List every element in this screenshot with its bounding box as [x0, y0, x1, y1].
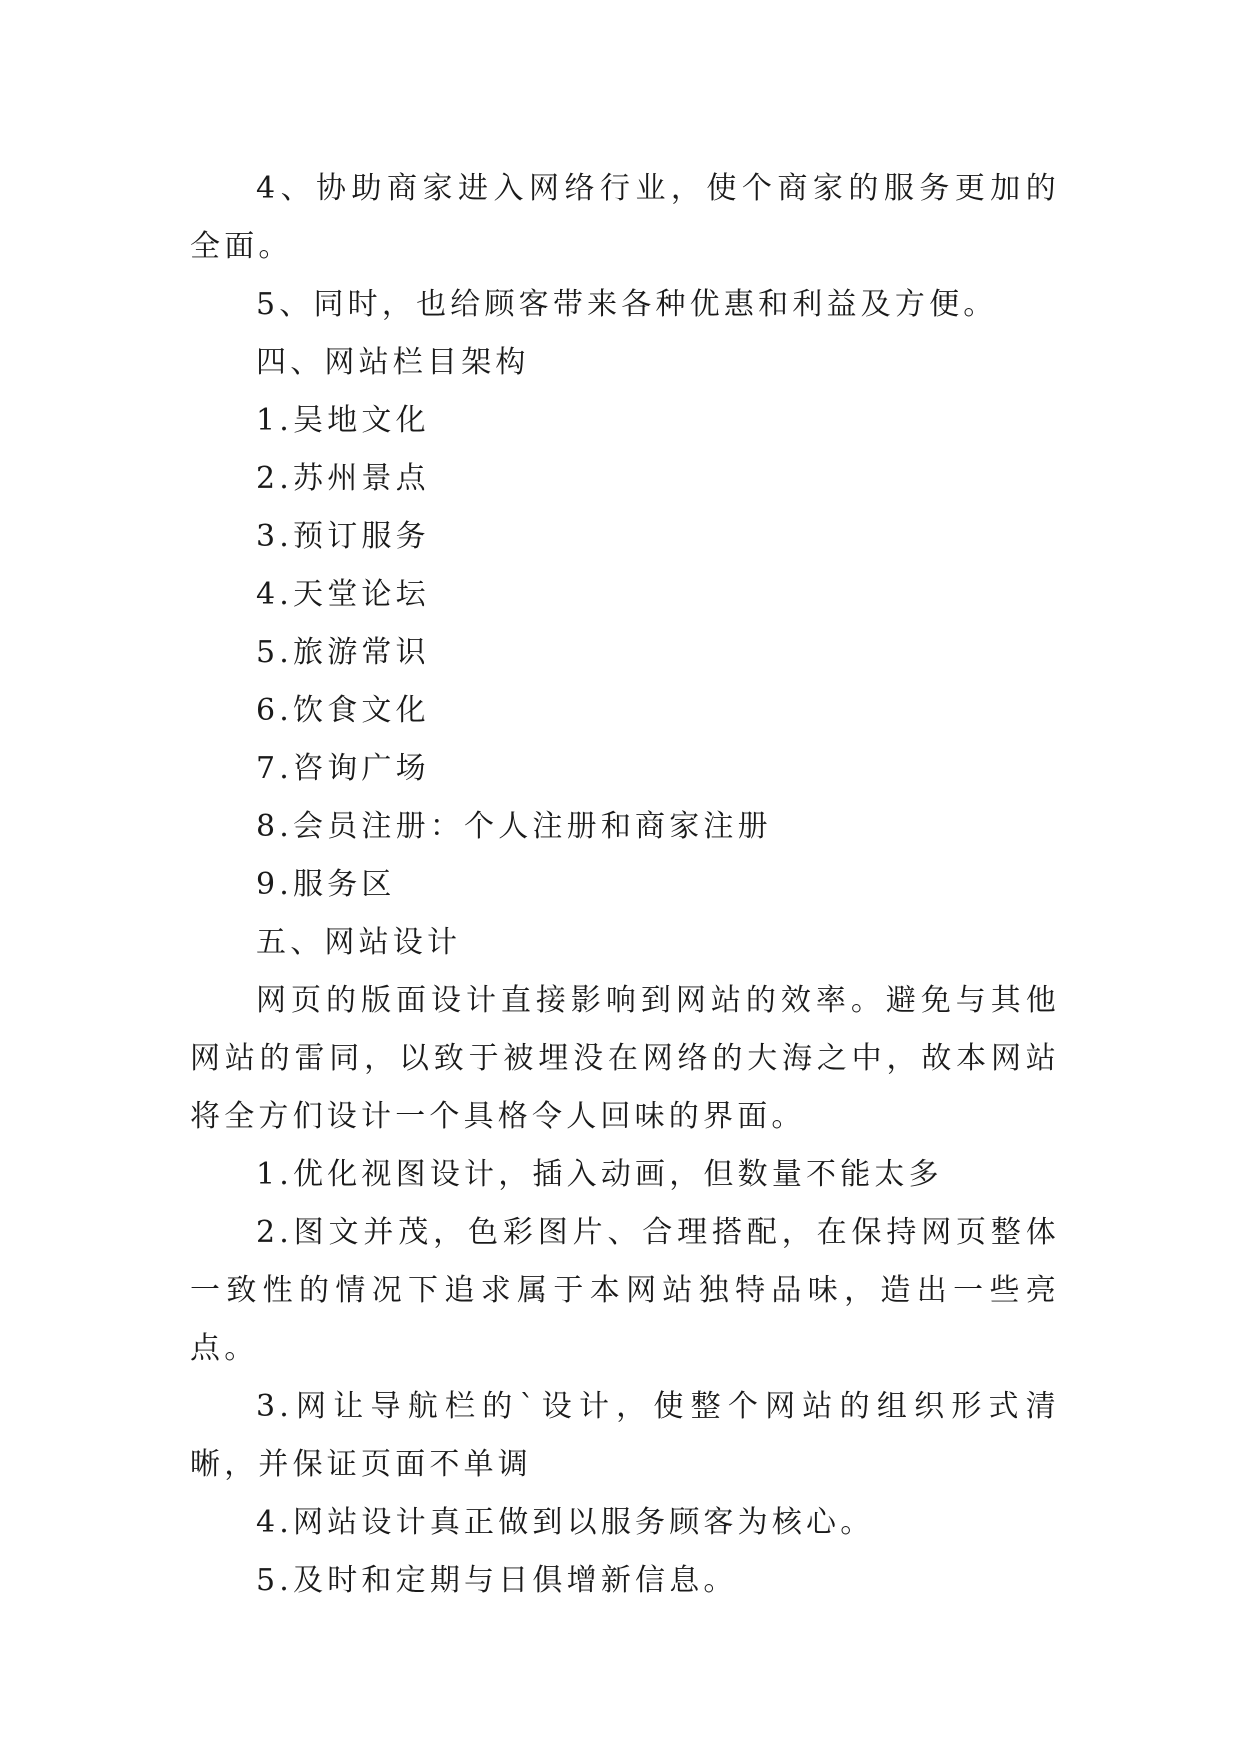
- paragraph-design-intro: 网页的版面设计直接影响到网站的效率。避免与其他网站的雷同，以致于被埋没在网络的大海之中，故本网站将全方们设计一个具格令人回味的界面。: [190, 983, 1060, 1134]
- paragraph-item-5-customers: 5、同时，也给顾客带来各种优惠和利益及方便。: [256, 287, 998, 322]
- list-item-images-text: 2.图文并茂，色彩图片、合理搭配，在保持网页整体一致性的情况下追求属于本网站独特品味，造出一些亮点。: [190, 1215, 1060, 1366]
- list-item-service-area: 9.服务区: [256, 867, 396, 902]
- list-item-booking-service: 3.预订服务: [256, 519, 430, 554]
- list-item-consulting-plaza: 7.咨询广场: [256, 751, 430, 786]
- list-item-update-info: 5.及时和定期与日俱增新信息。: [256, 1563, 738, 1598]
- paragraph-item-4-merchants: 4、协助商家进入网络行业，使个商家的服务更加的全面。: [190, 171, 1060, 264]
- list-item-suzhou-sights: 2.苏州景点: [256, 461, 430, 496]
- section-heading-site-structure: 四、网站栏目架构: [256, 345, 530, 380]
- list-item-member-registration: 8.会员注册：个人注册和商家注册: [256, 809, 772, 844]
- section-heading-site-design: 五、网站设计: [256, 925, 462, 960]
- list-item-customer-core: 4.网站设计真正做到以服务顾客为核心。: [256, 1505, 875, 1540]
- list-item-optimize-view: 1.优化视图设计，插入动画，但数量不能太多: [256, 1157, 943, 1192]
- document-body: [190, 160, 1060, 1610]
- list-item-forum: 4.天堂论坛: [256, 577, 430, 612]
- list-item-food-culture: 6.饮食文化: [256, 693, 430, 728]
- list-item-wu-culture: 1.吴地文化: [256, 403, 430, 438]
- list-item-travel-tips: 5.旅游常识: [256, 635, 430, 670]
- list-item-navigation: 3.网让导航栏的`设计，使整个网站的组织形式清晰，并保证页面不单调: [190, 1389, 1060, 1482]
